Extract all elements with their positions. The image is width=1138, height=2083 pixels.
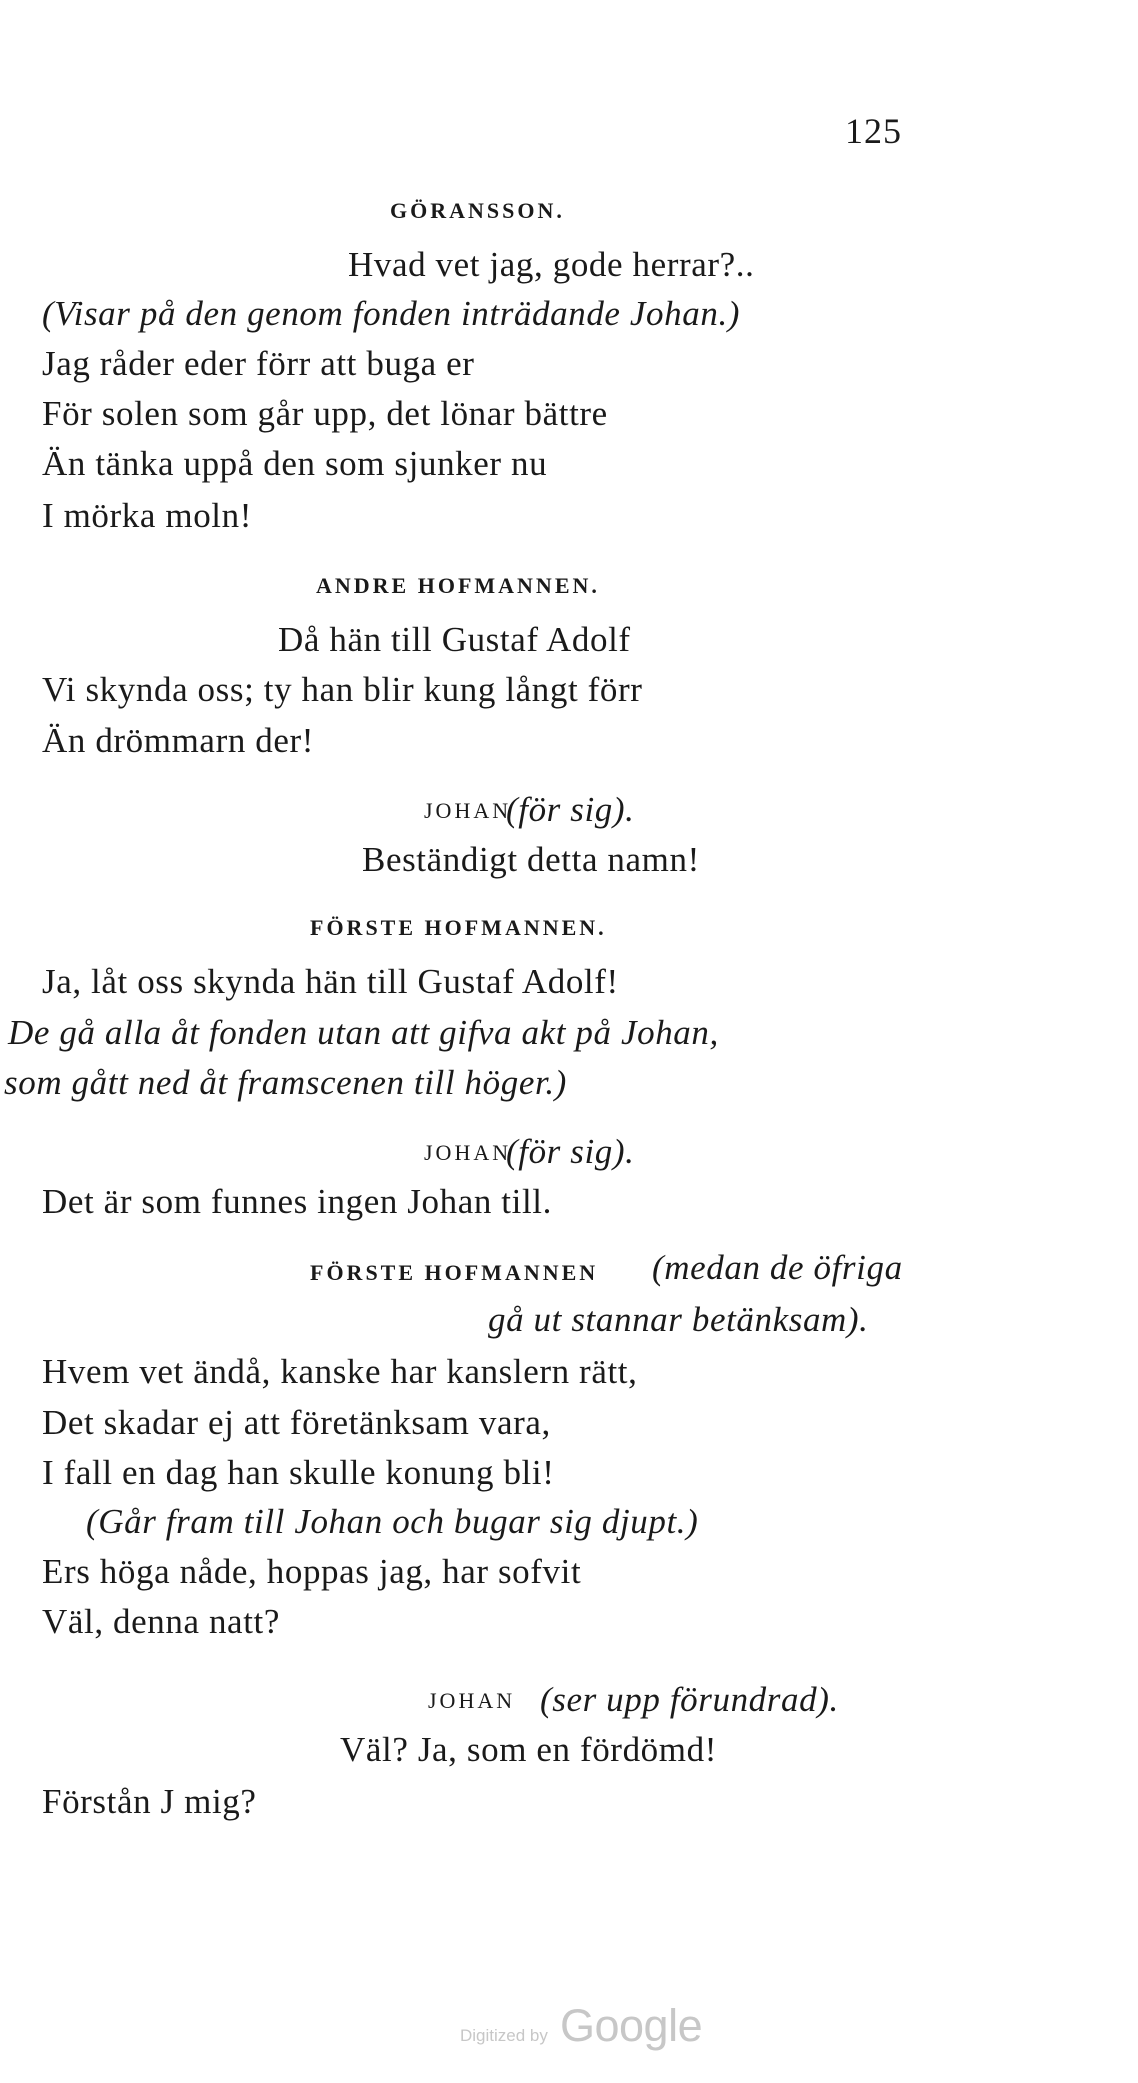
speaker-johan: JOHAN <box>424 1140 512 1165</box>
verse-line: Förstån J mig? <box>42 1782 257 1821</box>
verse-line: Då hän till Gustaf Adolf <box>278 620 631 659</box>
stage-direction: (för sig). <box>506 790 635 829</box>
stage-direction: gå ut stannar betänksam). <box>488 1300 869 1339</box>
speaker-forste-hofmannen: FÖRSTE HOFMANNEN <box>310 1260 599 1285</box>
verse-line: Väl, denna natt? <box>42 1602 280 1641</box>
stage-direction: (för sig). <box>506 1132 635 1171</box>
verse-line: I mörka moln! <box>42 496 252 535</box>
stage-direction: (ser upp förundrad). <box>540 1680 839 1719</box>
verse-line: Ers höga nåde, hoppas jag, har sofvit <box>42 1552 582 1591</box>
speaker-goransson: GÖRANSSON. <box>390 198 565 223</box>
speaker-andre-hofmannen: ANDRE HOFMANNEN. <box>316 573 600 598</box>
stage-direction: (medan de öfriga <box>652 1248 903 1287</box>
stage-direction: De gå alla åt fonden utan att gifva akt på Johan, <box>8 1013 719 1052</box>
verse-line: I fall en dag han skulle konung bli! <box>42 1453 555 1492</box>
verse-line: Hvad vet jag, gode herrar?.. <box>348 245 755 284</box>
verse-line: Än tänka uppå den som sjunker nu <box>42 444 548 483</box>
speaker-johan: JOHAN <box>428 1688 516 1713</box>
digitized-by-label: Digitized by <box>460 2026 548 2045</box>
verse-line: Väl? Ja, som en fördömd! <box>340 1730 717 1769</box>
verse-line: Jag råder eder förr att buga er <box>42 344 475 383</box>
stage-direction: som gått ned åt framscenen till höger.) <box>4 1063 567 1102</box>
speaker-forste-hofmannen: FÖRSTE HOFMANNEN. <box>310 915 607 940</box>
verse-line: Vi skynda oss; ty han blir kung långt förr <box>42 670 643 709</box>
verse-line: Än drömmarn der! <box>42 721 315 760</box>
verse-line: Det skadar ej att företänksam vara, <box>42 1403 551 1442</box>
speaker-johan: JOHAN <box>424 798 512 823</box>
google-logo: Google <box>560 2000 703 2051</box>
verse-line: För solen som går upp, det lönar bättre <box>42 394 608 433</box>
verse-line: Det är som funnes ingen Johan till. <box>42 1182 552 1221</box>
verse-line: Ja, låt oss skynda hän till Gustaf Adolf! <box>42 962 619 1001</box>
stage-direction: (Går fram till Johan och bugar sig djupt.) <box>86 1502 699 1541</box>
verse-line: Hvem vet ändå, kanske har kanslern rätt, <box>42 1352 638 1391</box>
verse-line: Beständigt detta namn! <box>362 840 700 879</box>
stage-direction: (Visar på den genom fonden inträdande Johan.) <box>42 294 741 333</box>
page-number: 125 <box>845 111 902 151</box>
